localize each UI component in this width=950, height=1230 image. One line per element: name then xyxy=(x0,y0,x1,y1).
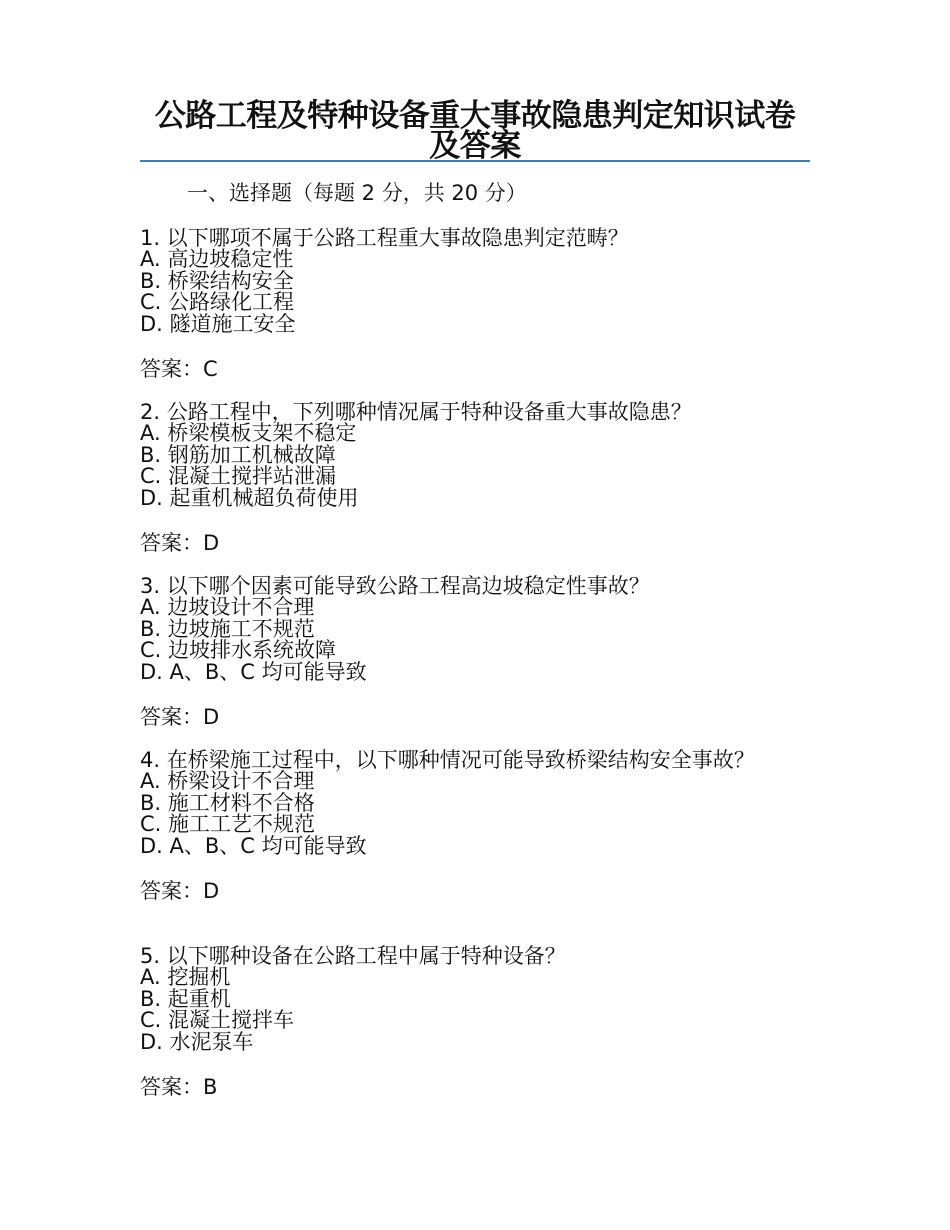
answer-text: 答案：C xyxy=(140,357,218,381)
question-block xyxy=(140,575,810,729)
option-b: B. 施工材料不合格 xyxy=(140,790,315,815)
option-d: D. A、B、C 均可能导致 xyxy=(140,833,367,858)
option-a: A. 高边坡稳定性 xyxy=(140,247,294,271)
answer-text: 答案：B xyxy=(140,1075,218,1099)
option-a: A. 边坡设计不合理 xyxy=(140,595,315,619)
option-c: C. 边坡排水系统故障 xyxy=(140,638,337,662)
question-block xyxy=(140,749,810,903)
title-divider xyxy=(140,160,810,162)
question-text: 3. 以下哪个因素可能导致公路工程高边坡稳定性事故？ xyxy=(140,574,650,598)
option-c: C. 混凝土搅拌车 xyxy=(140,1008,295,1032)
question-text: 4. 在桥梁施工过程中，以下哪种情况可能导致桥梁结构安全事故？ xyxy=(140,748,755,772)
question-block xyxy=(140,945,810,1099)
option-b: B. 起重机 xyxy=(140,986,231,1011)
question-block xyxy=(140,227,810,381)
question-text: 1. 以下哪项不属于公路工程重大事故隐患判定范畴？ xyxy=(140,226,629,250)
section-heading: 一、选择题（每题 2 分，共 20 分） xyxy=(187,181,527,205)
option-c: C. 公路绿化工程 xyxy=(140,290,295,314)
option-d: D. 起重机械超负荷使用 xyxy=(140,485,359,510)
option-b: B. 边坡施工不规范 xyxy=(140,616,315,641)
option-a: A. 桥梁设计不合理 xyxy=(140,769,315,793)
option-d: D. 隧道施工安全 xyxy=(140,311,296,336)
option-a: A. 挖掘机 xyxy=(140,965,231,989)
answer-text: 答案：D xyxy=(140,879,220,903)
option-b: B. 桥梁结构安全 xyxy=(140,268,294,293)
answer-text: 答案：D xyxy=(140,531,220,555)
question-text: 2. 公路工程中，下列哪种情况属于特种设备重大事故隐患？ xyxy=(140,400,692,424)
option-b: B. 钢筋加工机械故障 xyxy=(140,442,336,467)
document-title: 公路工程及特种设备重大事故隐患判定知识试卷及答案 xyxy=(154,98,796,164)
option-a: A. 桥梁模板支架不稳定 xyxy=(140,421,357,445)
option-d: D. 水泥泵车 xyxy=(140,1029,254,1054)
option-c: C. 混凝土搅拌站泄漏 xyxy=(140,464,337,488)
question-text: 5. 以下哪种设备在公路工程中属于特种设备？ xyxy=(140,944,566,968)
option-d: D. A、B、C 均可能导致 xyxy=(140,659,367,684)
option-c: C. 施工工艺不规范 xyxy=(140,812,316,836)
question-block xyxy=(140,401,810,555)
answer-text: 答案：D xyxy=(140,705,220,729)
